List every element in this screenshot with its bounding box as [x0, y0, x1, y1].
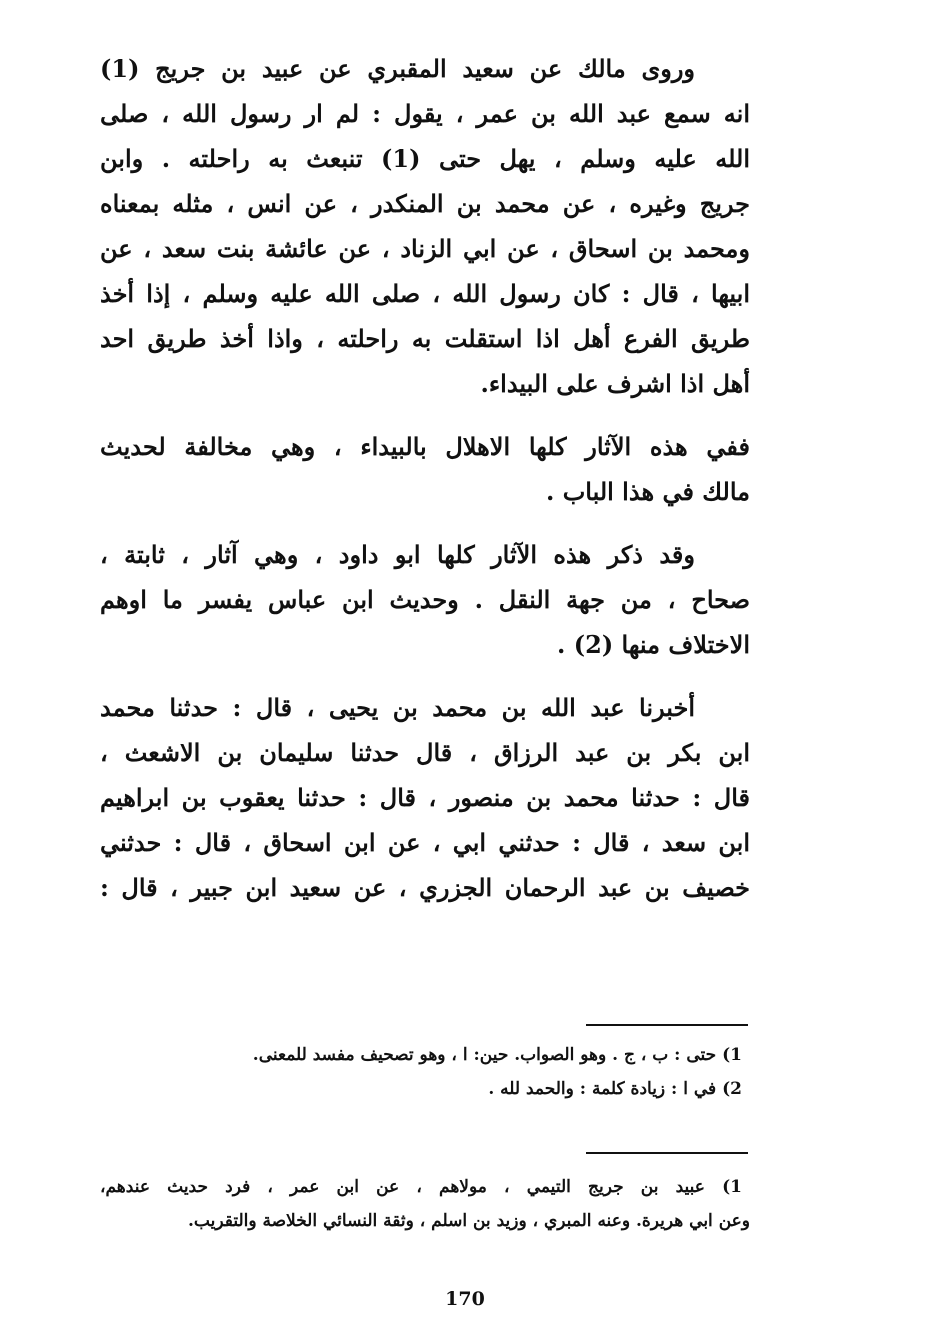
- biography-footnotes: [100, 1170, 750, 1238]
- page-number: 170: [445, 1288, 485, 1310]
- text-line: ابن سعد ، قال : حدثني ابي ، عن ابن اسحاق ، قال : حدثني: [100, 828, 750, 857]
- footnote-line: 1) حتى : ب ، ج . وهو الصواب. حين: ا ، وهو تصحيف مفسد للمعنى.: [252, 1045, 742, 1065]
- text-line: انه سمع عبد الله بن عمر ، يقول : لم ار رسول الله ، صلى: [100, 99, 750, 128]
- paragraph-4: [100, 685, 750, 910]
- footnote-separator: [586, 1152, 748, 1154]
- footnote-line: 2) في ا : زيادة كلمة : والحمد لله .: [488, 1079, 742, 1099]
- text-line: خصيف بن عبد الرحمان الجزري ، عن سعيد ابن جبير ، قال :: [100, 873, 750, 902]
- text-line: الاختلاف منها (2) .: [557, 630, 750, 659]
- text-line: الله عليه وسلم ، يهل حتى (1) تنبعث به راحلته . وابن: [100, 144, 750, 173]
- text-line: وروى مالك عن سعيد المقبري عن عبيد بن جريج (1): [100, 54, 696, 83]
- footnote-separator: [586, 1024, 748, 1026]
- text-line: مالك في هذا الباب .: [545, 477, 750, 506]
- text-line: ابن بكر بن عبد الرزاق ، قال حدثنا سليمان بن الاشعث ،: [100, 738, 750, 767]
- text-line: ففي هذه الآثار كلها الاهلال بالبيداء ، وهي مخالفة لحديث: [100, 432, 750, 461]
- paragraph-1: [100, 46, 750, 406]
- text-line: وقد ذكر هذه الآثار كلها ابو داود ، وهي آثار ، ثابتة ،: [100, 540, 695, 569]
- text-line: أهل اذا اشرف على البيداء.: [480, 369, 750, 398]
- text-line: قال : حدثنا محمد بن منصور ، قال : حدثنا يعقوب بن ابراهيم: [100, 783, 750, 812]
- variant-footnotes: [100, 1038, 750, 1106]
- text-line: صحاح ، من جهة النقل . وحديث ابن عباس يفسر ما اوهم: [100, 585, 750, 614]
- text-line: طريق الفرع أهل اذا استقلت به راحلته ، واذا أخذ طريق احد: [100, 324, 750, 353]
- paragraph-2: [100, 424, 750, 514]
- text-line: ابيها ، قال : كان رسول الله ، صلى الله عليه وسلم ، إذا أخذ: [100, 279, 750, 308]
- text-line: ومحمد بن اسحاق ، عن ابي الزناد ، عن عائشة بنت سعد ، عن: [100, 234, 750, 263]
- paragraph-3: [100, 532, 750, 667]
- footnote-line: 1) عبيد بن جريج التيمي ، مولاهم ، عن ابن عمر ، فرد حديث عندهم،: [100, 1177, 742, 1197]
- text-line: أخبرنا عبد الله بن محمد بن يحيى ، قال : حدثنا محمد: [100, 693, 695, 722]
- footnote-line: وعن ابي هريرة. وعنه المبري ، وزيد بن اسلم ، وثقة النسائي الخلاصة والتقريب.: [188, 1211, 750, 1231]
- main-text: [100, 46, 750, 928]
- text-line: جريج وغيره ، عن محمد بن المنكدر ، عن انس ، مثله بمعناه: [100, 189, 750, 218]
